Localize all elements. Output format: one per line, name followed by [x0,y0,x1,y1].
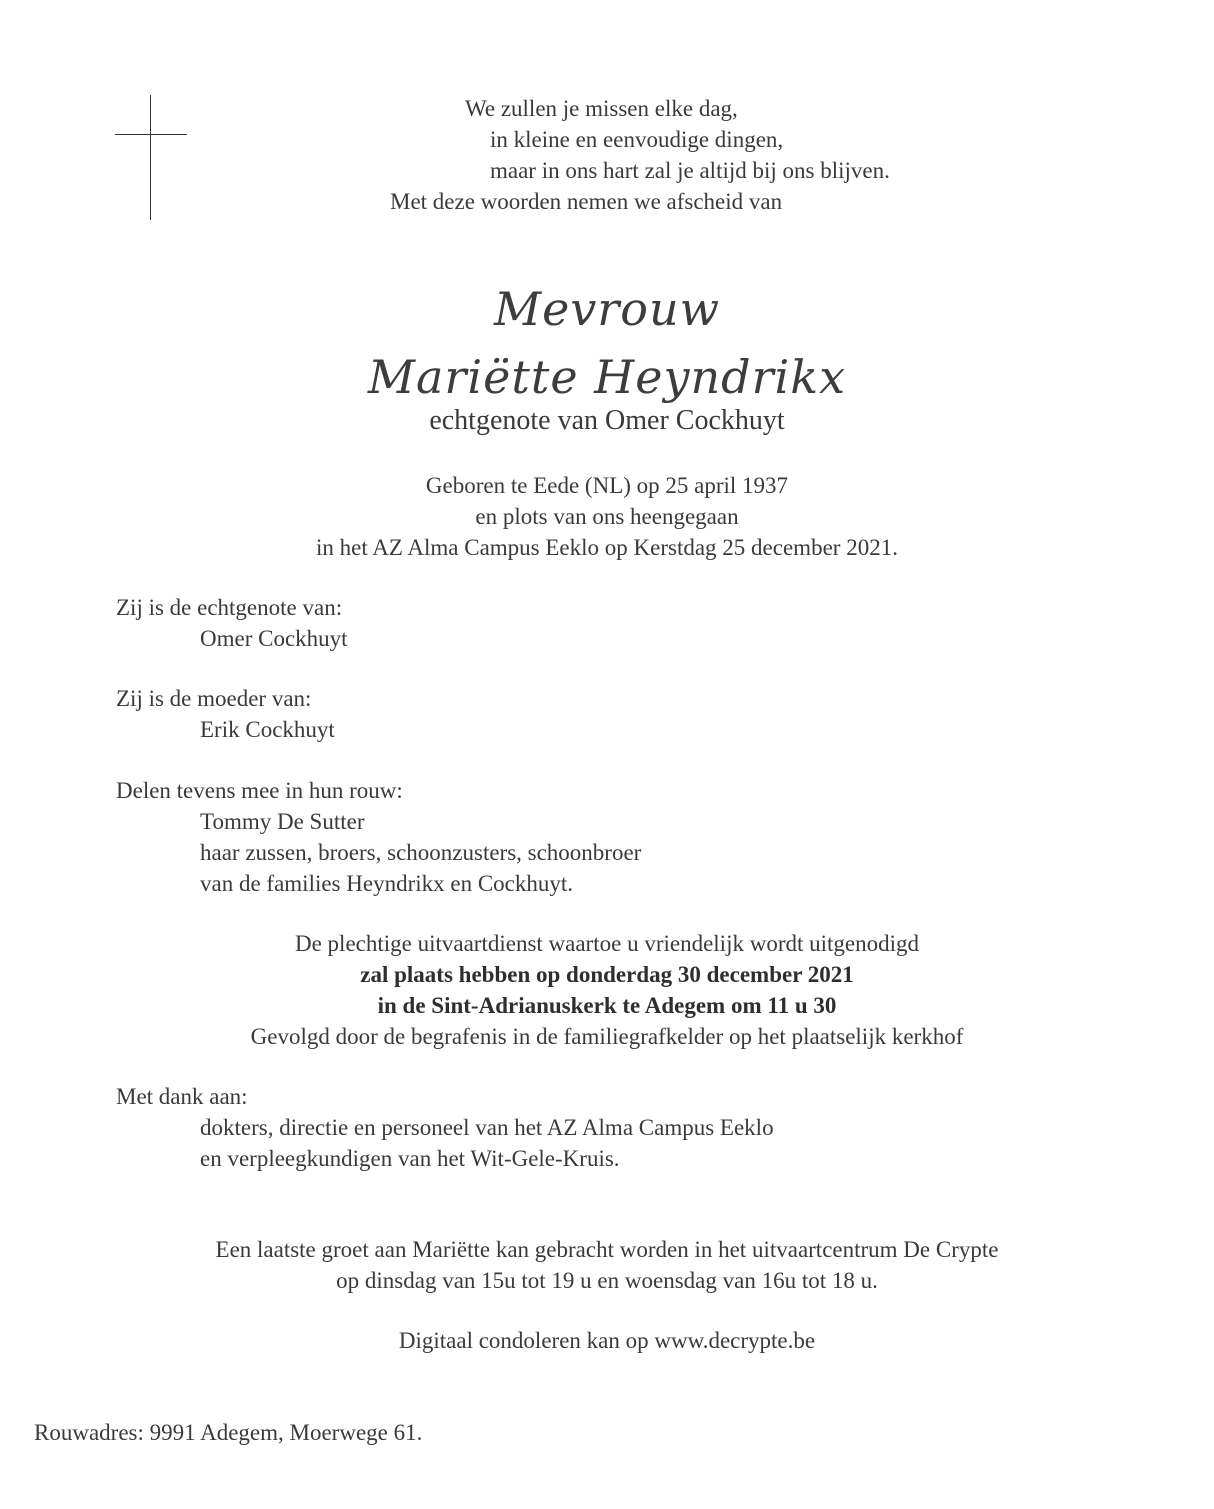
visitation-line-1: Een laatste groet aan Mariëtte kan gebracht worden in het uitvaartcentrum De Crypte [215,1237,999,1262]
child-name: Erik Cockhuyt [200,717,335,742]
mourner-line: van de families Heyndrikx en Cockhuyt. [200,871,574,896]
burial-line: Gevolgd door de begrafenis in de familiegrafkelder op het plaatselijk kerkhof [250,1024,964,1049]
spouse-heading: Zij is de echtgenote van: [116,595,343,620]
thanks-line: dokters, directie en personeel van het AZ Alma Campus Eeklo [200,1115,774,1140]
passing-line: en plots van ons heengegaan [475,504,739,529]
service-location: in de Sint-Adrianuskerk te Adegem om 11 u 30 [377,993,837,1018]
poem-line-1: We zullen je missen elke dag, [465,96,738,121]
service-invitation: De plechtige uitvaartdienst waartoe u vriendelijk wordt uitgenodigd [294,931,919,956]
thanks-line: en verpleegkundigen van het Wit-Gele-Kruis. [200,1146,620,1171]
mother-heading: Zij is de moeder van: [116,686,312,711]
thanks-heading: Met dank aan: [116,1084,248,1109]
poem-line-4: Met deze woorden nemen we afscheid van [390,189,783,214]
deceased-name: Mariëtte Heyndrikx [367,350,847,404]
mourner-line: haar zussen, broers, schoonzusters, schoonbroer [200,840,642,865]
poem-line-2: in kleine en eenvoudige dingen, [490,127,784,152]
passing-place-line: in het AZ Alma Campus Eeklo op Kerstdag 25 december 2021. [316,535,898,560]
mourner-line: Tommy De Sutter [200,809,365,834]
visitation-line-2: op dinsdag van 15u tot 19 u en woensdag van 16u tot 18 u. [336,1268,878,1293]
deceased-title: Mevrouw [494,282,720,336]
birth-line: Geboren te Eede (NL) op 25 april 1937 [425,473,789,498]
mourners-heading: Delen tevens mee in hun rouw: [116,778,403,803]
poem-line-3: maar in ons hart zal je altijd bij ons blijven. [490,158,890,183]
deceased-spouse-line: echtgenote van Omer Cockhuyt [429,405,785,436]
spouse-name: Omer Cockhuyt [200,626,348,651]
cross-icon [150,95,151,220]
mourning-address: Rouwadres: 9991 Adegem, Moerwege 61. [34,1420,423,1445]
cross-icon-bar [115,134,187,135]
condolence-text: Digitaal condoleren kan op www.decrypte.be [398,1328,816,1353]
service-date: zal plaats hebben op donderdag 30 december 2021 [360,962,854,987]
